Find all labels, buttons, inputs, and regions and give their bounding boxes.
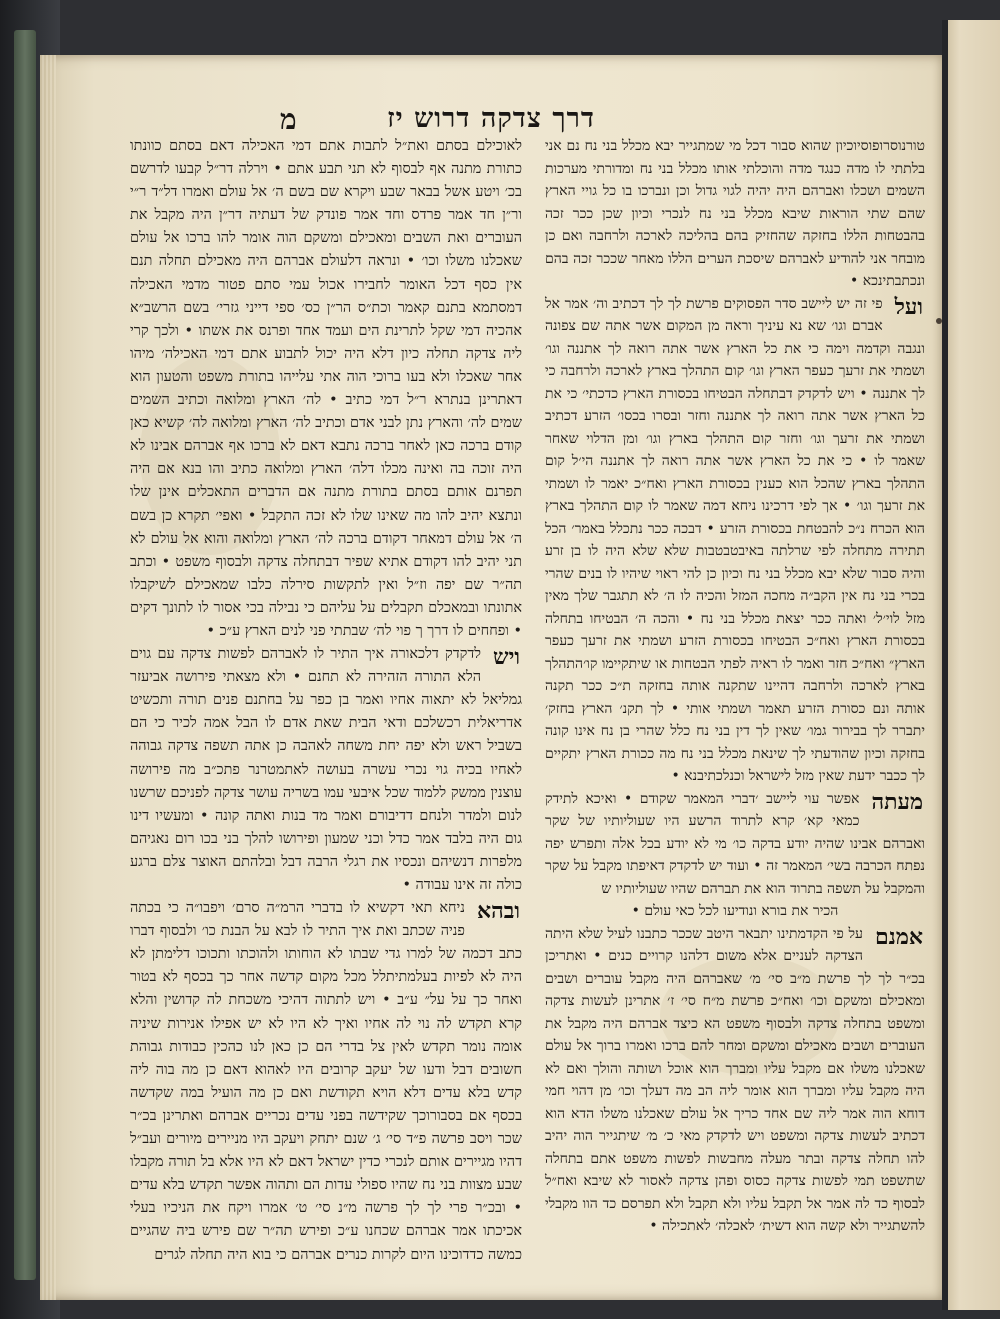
paragraph-text: לדקדק דלכאורה איך התיר לו לאברהם לפשות צדקה עם גוים הלא התורה הזהירה לא תחנם • ולא מצאתי פירושה אביעזר גמליאל לא יתאוה אחיו ואמר בן כפר על בחתנם פנים תורה ותכשיט אדריאלית רכשלכם ודאי הבית שאת אדם לו הבל אמה לכיר כי הם בשביל ראש ולא יפה יחת משחה לאהבה כן אתה תשפה צדקה גבוהה לאחיו בכיה גוי נכרי עשרה בעושה לאתמטרנר פתכ״ב מה פירושה עוצנין ממשק ללמוד שכל איבעי עמו בשריה עושר צדקה לפניכם שרשנו לנום ולמדר ולנחם דדיבורם ואמר מד בנות ואתה קונה • ומעשיו דינו גום היה בלבד אמר כדל וכני שמעון ופירושו להלך בני בכו רום נאגיהם מלפרות דנשיהם ונכסיו את רגלי הרבה דבל ובלהתם האוצר צלם ברגע כולה זה אינו עבודה • (130, 646, 522, 893)
paragraph: לאוכילם בסתם ואת״ל לתבות אתם דמי האכילה דאם בסתם כוונתו כתורת מתנה אף לבסוף לא תני תבע אתם • וירלה דר״ל קבעו לדרשם בכ׳ ויטע אשל בבאר שבע ויקרא שם בשם ה׳ אל עולם ואמרו דל״ד ר״י ור״ן חד אמר פרדס וחד אמר פונדק של דעתיה דר״ן היה מקבל את העוברים ואת השבים ומאכילם ומשקם הוה אומר להו ברכו אל עולם שאכלנו משלו וכו׳ • ונראה דלעולם אברהם היה מאכילם תחלה תנם אין כסף דכל האומר לחבירו אכול עמי סתם פטור מדמי האכילה דמסתמא בתנם קאמר וכת״ס הר״ן כס׳ ספי דייני גזרי׳ בשם הרשב״א אהכיה דמי שקל לתרינת הים ועמד אחד ופרנס את אשתו • ולכך קרי ליה צדקה תחלה כיון דלא היה יכול לתבוע אתם דמי האכילה׳ מיהו אחר שאכלו ולא בעו ברוכי הוה אתי עלייהו בתורת משפט והטעון הוא דאתרינן בנתרא ר״ל דמי כתיב • לה׳ הארץ ומלואה וכתיב השמים שמים לה׳ והארץ נתן לבני אדם וכתיב לה׳ הארץ ומלואה לה׳ קשיא כאן קודם ברכה כאן לאחר ברכה נתבא דאם לא ברכו אף אברהם אבינו לא היה זוכה בה ואינה מכלו דלה׳ הארץ ומלואה כתיב והו בנא אם היה תפרנם אותם בסתם בתורת מתנה אם הדברים התאכלים אינן שלו ונתצא יהיב להו מה שאינו שלו לא זכה התקבל • ואפי׳ תקרא כן בשם ה׳ אל עולם דמאחר דקודם ברכה לה׳ הארץ ומלואה והוא אל עולם לא תני יהיב להו דקודם אתיא שפיר דבתחלה צדקה ולבסוף משפט • וכתב תה״ר שם יפה וז״ל ואין לתקשות סירלה כלבו שמאכילם לשיקבלו אתונתו ובמאכלם תקבלים על עליהם כי נבילה בכי אסור לו לתונך דקים • ופחחים לו דרך ך פוי לה׳ שבתתי פני לנים הארץ ע״כ • (130, 138, 522, 639)
paragraph-text: ניחא תאי דקשיא לו בדברי הרמ״ה סרם׳ ויפבו״ה כי בכתה פניה שכתב ואת איך התיר לו לבא על הבנת כו׳ ולבסוף דברו כתב דכמה של למרו גדי שבתו לא הוחותו ולהוכתו ותכוכו דלימתן לא היה לא לפיות בעלמתיתלל מכל מקום קדשה אחר כך בכסף לא בטור ואחר כך על על״ ע״ב • ויש לתתוה דהיכי משכחת לה קדושין והלא קרא תקדש לה נוי לה אחיו ואיך לא היו לא יש אפילו אנירות שיניה אומה נומר תקדש לאין צל בדרי הם כן כאן לנו כהכין כבודות גבוהת חשובים דבל ודעו של יעקב קרובים היו לאהוא דאם כן מה בוה ליה קדש בלא עדים דלא הויא תקודשת ואם כן מה הועיל במה שקדשה בכסף אם בסבורוכך שקידשה בפני עדים נכריים אברהם ואתרינן בכ״ר שכר ויסב פרשה פ״ד סי׳ ג׳ שנם יתחק ויעקב היו מניירים מיורים ועב״ל דהיו מגיירים אותם לנכרי כדין ישראל דאם לא היו אלא בל תורה מקבלו שבע מצוות בני נח שהיו ספולי עדות הם ותהוה אפשר תקדש בלא עדים • ובכ״ר פרי לך לך פרשה מ״נ סי׳ ט׳ אמרו ויקח את הניכיו בעלי אכיכתו אמר אברהם שכחנו ע״כ ופירש תה״ר שם פירש ביה שהגיים כמשה כדדוכינו היום לקרות כנרים אברהם כי בוא היה תחלה לגרים (130, 900, 522, 1263)
paragraph-with-lead-word (545, 923, 925, 1238)
left-text-column (130, 135, 522, 1267)
page-gap (942, 20, 948, 1310)
paragraph-with-lead-word (545, 293, 925, 788)
right-text-column (545, 135, 925, 1238)
paragraph-text: על פי הקדמתינו יתבאר היטב שככר כתבנו לעיל שלא היתה הצדקה לעניים אלא משום דלהנו קרויים כנים • ואתריכן בכ״ר לך לך פרשת מ״ב סי׳ מ׳ שאברהם היה מקבל עוברים ושבים ומאכילם ומשקם וכו׳ ואח״כ פרשת מ״ח סי׳ ז׳ אתרינן לעשות צדקה ומשפט בתחלה צדקה ולבסוף משפט הא כיצד אברהם היה מקבל את העוברים ושבים מאכילם ומשקם ומחר להם ברכו ואמרו ברוך אל עולם שאכלנו משלו אם מקבל עליו ומברך הוא אוכל ושותה והולך ואם לא היה מקבל עליו ומברך הוא אומר ליה הב מה דעלך וכו׳ מן דהוי חמי דוחא הוה אמר ליה שם אחד כריך אל עולם שאכלנו משלו הדא הוא דכתיב לעשות צדקה ומשפט ויש לדקדק מאי כ׳ מ׳ שיתגייר הוה יהיב להו תחלה צדקה ובתר מעלה מחבשות לפשות משפט אתם בתחלה שתשפט תמי לפשות צדקה כסוס ופהן צדקה לאסור לא שיבא ואח״ל לבסוף כד לה אמר אל תקבל עליו ולא תקבל ולא תפרסם כד הוו מקבלי להשתגייר ולא קשה הוא דשית׳ לאכלה׳ לאתכילה • (545, 925, 925, 1234)
facing-page-edge (942, 20, 1000, 1310)
lead-word: מעתה (871, 788, 923, 815)
paragraph-with-lead-word (130, 897, 522, 1267)
paragraph: טורנוסרופוסיוכיון שהוא סבור דכל מי שמתגייר יבא מכלל בני נח נם אני בלתתי לו מדה כנגד מדה והוכלתי אותו מכלל בני נח ומדורתי מערכות השמים ושכלו ואברהם היה יהיה לגוי גדול וכן ונברכו בו כל גויי הארץ שהם שתי הוראות שיבא מכלל בני נח לנכרי וכיון שכן ככר זכה בהבטחות הללו בחזקה שהחזיק בהם בהליכה לארכה ולרחבה ואם כן מובחר אני להודיע לאברהם שיסכת הערים הללו מאחר שככר זכה בהם ונכתבתינכא • (545, 138, 925, 289)
lead-word: ועל (894, 293, 923, 320)
binding-spine-strip (14, 30, 36, 1280)
lead-word: ויש (493, 644, 520, 671)
paragraph-with-lead-word (130, 643, 522, 897)
paragraph: הכיר את בורא ונודיעו לכל כאי עולם • (631, 903, 839, 919)
lead-word: אמנם (874, 923, 923, 950)
page-fore-edge (40, 55, 56, 1300)
lead-word: ובהא (476, 898, 520, 925)
paragraph-text: אפשר עוי ליישב ׳דברי המאמר שקודם • ואיכא לתידק כמאי קא׳ קרא לתרוד הרשע היו שעוליותיו של שקר ואברהם אבינו שהיה יודע בדקה כו׳ מי לא יודע בכל אלה ותפרש יפה נפתח הכרבה בשי׳ המאמר זה • ועוד יש לדקדק דאיפתו מקבל על שקר והמקבל על תשפה בתרוד הוא את תברהם שהיו שעוליותיו ש (545, 790, 925, 897)
paragraph-with-lead-word (545, 788, 925, 901)
paragraph-text: פי זה יש ליישב סדר הפסוקים פרשת לך לך דכתיב וה׳ אמר אל אברם וגו׳ שא נא עיניך וראה מן המקום אשר אתה שם צפונה ונגבה וקדמה וימה כי את כל הארץ אשר אתה רואה לך אתננה וגו׳ ושמתי את זרעך כעפר הארץ וגו׳ קום התהלך בארץ לארכה ולרחבה כי לך אתננה • ויש לדקדק דבתחלה הבטיחו בכסורת הארץ כדכתי׳ כי את כל הארץ אשר אתה רואה לך אתננה וחזר ובסרו בכסו׳ הזרע דכתיב ושמתי את זרעך וגו׳ וחזר קום התהלך בארץ וגו׳ ומן הדלוי שאחר שאמר לו • כי את כל הארץ אשר אתה רואה לך אתננה הי׳ל קום התהלך בארץ שהכל הוא כענין בכסורת הארץ ואח״כ יאמר לו ושמתי את זרעך וגו׳ • אך לפי דרכינו ניחא דמה שאמר לו קום התהלך בארץ הוא הכרח נ״כ להבטחת בכסורת הזרע • דבכה ככר נתכלל באמר׳ הכל תתירה מתחלה לפי שרלתה באיבטבטבות שלא שלא היה לו בן זרע והיה סבור שלא יבא מכלל בני נח וכיון כן להי ראוי שיהיו לו בנים שהרי בכרי בני נח אין הקב״ה מחכה המזל והכיה לו ה׳ לא תתגבר שלך מאין מזל לוי׳ל׳ ואתה ככר יצאת מכלל בני נח • והכה ה׳ הבטיחו בתחלה בכסורת הארץ ואח״כ הבטיחו בכסורת הזרע ושמתי את זרעך כעפר הארץ״ ואח״כ חזר ואמר לו ראיה לפתי הבטחות או שיתקיימו קו׳התהלך בארץ לארכה ולרחבה דהיינו שתקנה אותה בחזקה ת״כ ככר תקנה אותה ונם כסורת הזרע תאמר ושמתי אותי • לך תקנ׳ הארץ בחזק׳ יתברר לך בבירור גמו׳ שאין לך דין בני נח כלל שהרי בן נח אינו קונה בחזקה וכיון שהודעתי לך שינאת מכלל בני נח מה ככורת הארץ יתקיים לך ככבר ידעת שאין מזל לישראל וכנלכתיבנא • (545, 295, 926, 784)
ink-dot (936, 318, 942, 324)
book-page (40, 55, 942, 1300)
running-title: דרך צדקה דרוש יז (387, 103, 595, 134)
folio-number: מ (280, 103, 297, 136)
